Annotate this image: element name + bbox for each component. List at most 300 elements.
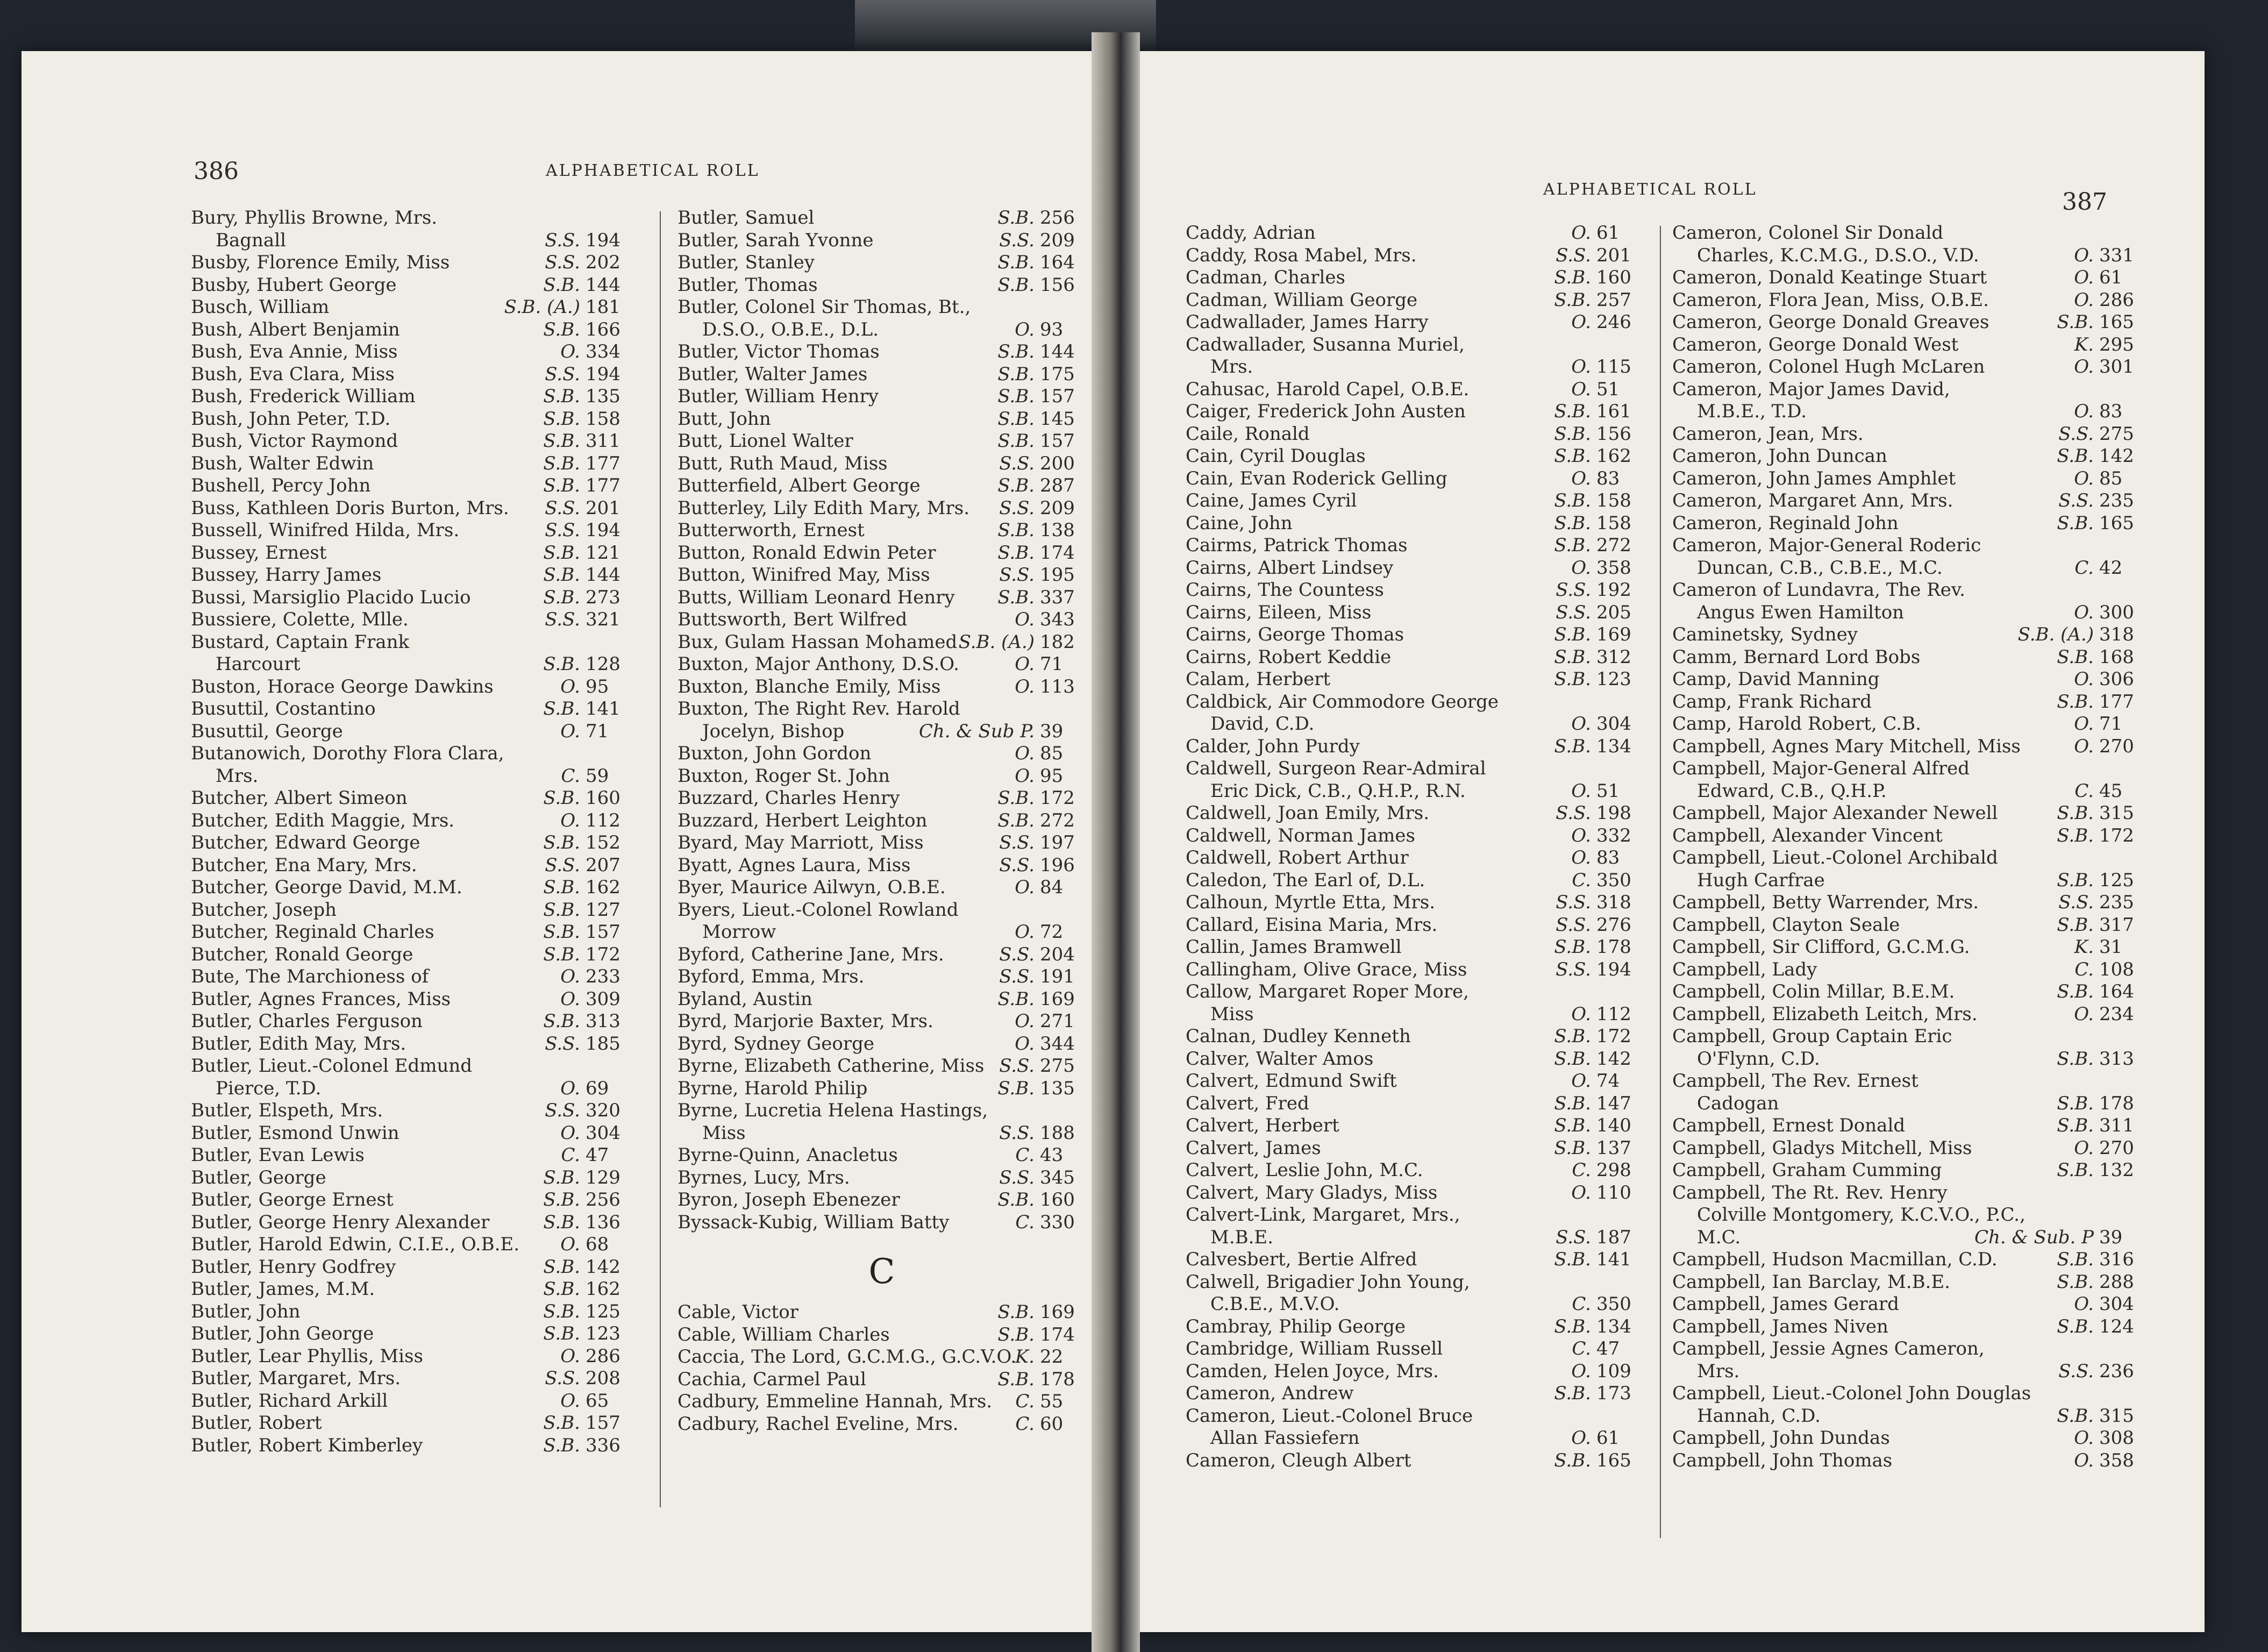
entry-code: S.S. bbox=[545, 1100, 580, 1121]
roll-entry bbox=[677, 341, 1086, 364]
entry-name: Caldwell, Surgeon Rear-Admiral bbox=[1186, 758, 1486, 779]
entry-page: 71 bbox=[586, 720, 609, 742]
entry-name: Calvert, James bbox=[1186, 1137, 1321, 1159]
entry-page: 350 bbox=[1596, 1293, 1631, 1315]
entry-name: Bute, The Marchioness of bbox=[191, 966, 429, 987]
entry-page: 110 bbox=[1596, 1181, 1631, 1204]
entry-page: 83 bbox=[1596, 847, 1620, 868]
entry-name: Bury, Phyllis Browne, Mrs. bbox=[191, 207, 438, 229]
roll-entry bbox=[1186, 579, 1643, 602]
entry-page: 22 bbox=[1040, 1346, 1064, 1368]
entry-code: S.B. bbox=[1554, 289, 1591, 311]
entry-continuation: Jocelyn, Bishop bbox=[702, 720, 845, 742]
roll-entry bbox=[1186, 736, 1643, 758]
roll-entry bbox=[677, 542, 1086, 565]
entry-code: S.B. bbox=[543, 586, 580, 608]
entry-name: Campbell, Lady bbox=[1672, 958, 1817, 980]
entry-continuation: Bagnall bbox=[216, 229, 286, 251]
entry-page: 83 bbox=[2099, 401, 2123, 422]
left-page bbox=[22, 51, 1113, 1632]
entry-page: 204 bbox=[1040, 943, 1075, 965]
entry-page: 311 bbox=[2099, 1115, 2134, 1136]
roll-entry bbox=[1672, 1137, 2145, 1160]
entry-name: Cairns, Albert Lindsey bbox=[1186, 557, 1394, 579]
entry-page: 142 bbox=[586, 1256, 621, 1278]
entry-continuation: Duncan, C.B., C.B.E., M.C. bbox=[1697, 557, 1943, 579]
entry-page: 83 bbox=[1596, 467, 1620, 489]
roll-entry bbox=[1186, 379, 1643, 401]
entry-page: 65 bbox=[586, 1390, 609, 1412]
roll-entry bbox=[677, 364, 1086, 386]
entry-code: S.B. bbox=[1554, 646, 1591, 668]
entry-name: Butcher, Ronald George bbox=[191, 943, 413, 965]
roll-entry bbox=[1186, 1361, 1643, 1383]
entry-code: S.B. bbox=[543, 921, 580, 943]
roll-entry bbox=[1186, 892, 1643, 914]
entry-name: Butler, Samuel bbox=[677, 207, 815, 229]
roll-entry bbox=[1672, 311, 2145, 334]
entry-page: 169 bbox=[1596, 624, 1631, 645]
roll-entry bbox=[191, 631, 632, 676]
roll-entry bbox=[191, 542, 632, 565]
entry-code: O. bbox=[2074, 713, 2094, 735]
roll-entry bbox=[1672, 624, 2145, 646]
entry-page: 173 bbox=[1596, 1383, 1631, 1404]
entry-name: Butler, Walter James bbox=[677, 363, 868, 385]
roll-entry bbox=[191, 475, 632, 497]
entry-page: 273 bbox=[586, 586, 621, 608]
entry-name: Cameron, John Duncan bbox=[1672, 445, 1887, 467]
roll-entry bbox=[1186, 445, 1643, 468]
entry-code: S.B. bbox=[1554, 267, 1591, 288]
entry-code: S.B. bbox=[1554, 735, 1591, 757]
entry-page: 178 bbox=[1040, 1368, 1075, 1390]
entry-code: S.S. bbox=[545, 229, 580, 251]
entry-code: S.B. bbox=[997, 1323, 1035, 1345]
entry-code: S.S. bbox=[999, 966, 1035, 987]
entry-name: Cadwallader, James Harry bbox=[1186, 311, 1429, 333]
entry-page: 95 bbox=[1040, 765, 1064, 787]
entry-name: Bux, Gulam Hassan Mohamed bbox=[677, 631, 958, 653]
entry-code: C. bbox=[1015, 1211, 1035, 1233]
entry-name: Butanowich, Dorothy Flora Clara, bbox=[191, 743, 504, 764]
entry-continuation: D.S.O., O.B.E., D.L. bbox=[702, 318, 879, 340]
entry-code: S.B. bbox=[543, 1010, 580, 1032]
entry-name: Campbell, Major Alexander Newell bbox=[1672, 802, 1998, 824]
roll-entry bbox=[191, 364, 632, 386]
entry-code: S.B. bbox=[2057, 1048, 2094, 1070]
entry-code: S.B. bbox=[997, 252, 1035, 273]
entry-code: C. bbox=[2074, 557, 2094, 579]
entry-page: 331 bbox=[2099, 244, 2134, 266]
entry-continuation: Miss bbox=[702, 1122, 746, 1144]
entry-name: Caminetsky, Sydney bbox=[1672, 624, 1858, 645]
entry-page: 165 bbox=[1596, 1449, 1631, 1471]
entry-page: 71 bbox=[1040, 653, 1064, 675]
entry-code: S.B. bbox=[543, 452, 580, 474]
entry-page: 313 bbox=[586, 1010, 621, 1032]
entry-page: 205 bbox=[1596, 601, 1631, 623]
entry-page: 172 bbox=[586, 943, 621, 965]
entry-name: Butler, John George bbox=[191, 1323, 374, 1344]
entry-name: Buttsworth, Bert Wilfred bbox=[677, 609, 908, 630]
entry-name: Bush, Eva Annie, Miss bbox=[191, 341, 398, 362]
entry-code: O. bbox=[560, 1077, 580, 1099]
entry-page: 233 bbox=[586, 966, 621, 987]
roll-entry bbox=[1186, 1048, 1643, 1071]
entry-name: Bushell, Percy John bbox=[191, 475, 371, 496]
entry-name: Byer, Maurice Ailwyn, O.B.E. bbox=[677, 877, 946, 898]
entry-name: Butler, John bbox=[191, 1300, 301, 1322]
entry-page: 123 bbox=[586, 1323, 621, 1344]
entry-page: 201 bbox=[586, 497, 621, 519]
entry-continuation: Eric Dick, C.B., Q.H.P., R.N. bbox=[1210, 780, 1466, 802]
entry-name: Cahusac, Harold Capel, O.B.E. bbox=[1186, 378, 1470, 400]
entry-page: 198 bbox=[1596, 802, 1631, 824]
roll-entry bbox=[1672, 1003, 2145, 1026]
entry-page: 121 bbox=[586, 542, 621, 564]
entry-name: Butler, Victor Thomas bbox=[677, 341, 880, 362]
roll-entry bbox=[191, 1256, 632, 1279]
roll-entry bbox=[677, 587, 1086, 609]
entry-code: S.S. bbox=[999, 943, 1035, 965]
entry-name: Campbell, John Dundas bbox=[1672, 1427, 1890, 1449]
entry-continuation: Cadogan bbox=[1697, 1092, 1779, 1114]
entry-page: 142 bbox=[1596, 1048, 1631, 1070]
entry-name: Camp, Harold Robert, C.B. bbox=[1672, 713, 1921, 735]
roll-entry bbox=[1672, 1427, 2145, 1450]
entry-name: Button, Ronald Edwin Peter bbox=[677, 542, 936, 564]
entry-name: Butler, Charles Ferguson bbox=[191, 1010, 423, 1032]
entry-code: C. bbox=[1015, 1413, 1035, 1435]
entry-page: 320 bbox=[586, 1100, 621, 1121]
roll-entry bbox=[191, 1345, 632, 1368]
entry-code: O. bbox=[2074, 1293, 2094, 1315]
entry-code: S.S. bbox=[545, 1032, 580, 1055]
roll-entry bbox=[191, 1189, 632, 1212]
entry-page: 157 bbox=[1040, 430, 1075, 452]
entry-name: Butler, Thomas bbox=[677, 274, 818, 296]
entry-code: S.B. bbox=[543, 698, 580, 720]
roll-entry bbox=[1186, 222, 1643, 245]
entry-code: O. bbox=[1015, 921, 1035, 943]
roll-entry bbox=[1672, 1070, 2145, 1115]
entry-name: Byrne, Lucretia Helena Hastings, bbox=[677, 1100, 988, 1121]
roll-entry bbox=[677, 653, 1086, 676]
entry-page: 156 bbox=[1040, 274, 1075, 296]
roll-entry bbox=[191, 988, 632, 1011]
entry-continuation: O'Flynn, C.D. bbox=[1697, 1048, 1820, 1070]
roll-entry bbox=[1672, 981, 2145, 1003]
entry-page: 135 bbox=[586, 386, 621, 407]
entry-page: 137 bbox=[1596, 1137, 1631, 1159]
entry-page: 135 bbox=[1040, 1077, 1075, 1099]
entry-code: S.B. bbox=[543, 653, 580, 675]
roll-entry bbox=[1186, 512, 1643, 535]
entry-code: C. bbox=[1015, 1144, 1035, 1166]
entry-page: 191 bbox=[1040, 966, 1075, 987]
entry-page: 304 bbox=[586, 1122, 621, 1144]
roll-entry bbox=[677, 1033, 1086, 1056]
entry-page: 309 bbox=[586, 988, 621, 1010]
entry-page: 144 bbox=[586, 564, 621, 586]
roll-entry bbox=[1186, 802, 1643, 825]
entry-page: 51 bbox=[1596, 378, 1620, 400]
entry-code: S.B. bbox=[543, 1166, 580, 1188]
entry-page: 272 bbox=[1040, 809, 1075, 831]
entry-code: S.B. bbox=[2057, 1315, 2094, 1337]
entry-code: S.S. bbox=[545, 609, 580, 630]
entry-name: Caledon, The Earl of, D.L. bbox=[1186, 869, 1425, 891]
entry-name: Caldwell, Robert Arthur bbox=[1186, 847, 1409, 868]
entry-page: 132 bbox=[2099, 1159, 2134, 1181]
entry-code: O. bbox=[560, 809, 580, 831]
column-rule bbox=[1660, 226, 1661, 1538]
entry-page: 201 bbox=[1596, 244, 1631, 266]
roll-entry bbox=[1672, 423, 2145, 446]
entry-continuation: Allan Fassiefern bbox=[1210, 1427, 1360, 1449]
entry-code: S.B. bbox=[1554, 1315, 1591, 1337]
entry-page: 165 bbox=[2099, 512, 2134, 534]
entry-code: C. bbox=[1572, 869, 1591, 891]
entry-page: 177 bbox=[2099, 690, 2134, 713]
entry-name: Cameron, Cleugh Albert bbox=[1186, 1449, 1411, 1471]
entry-code: O. bbox=[1571, 467, 1591, 489]
roll-entry bbox=[191, 1212, 632, 1234]
entry-name: Butler, George bbox=[191, 1166, 326, 1188]
entry-name: Butcher, Edith Maggie, Mrs. bbox=[191, 809, 455, 831]
entry-name: Camm, Bernard Lord Bobs bbox=[1672, 646, 1921, 668]
entry-page: 270 bbox=[2099, 1137, 2134, 1159]
entry-name: Bush, Frederick William bbox=[191, 386, 416, 407]
roll-entry bbox=[677, 1167, 1086, 1190]
entry-page: 234 bbox=[2099, 1003, 2134, 1025]
entry-name: Campbell, Graham Cumming bbox=[1672, 1159, 1942, 1181]
roll-entry bbox=[1672, 936, 2145, 959]
entry-code: S.B. bbox=[997, 519, 1035, 541]
entry-code: S.S. bbox=[1556, 914, 1591, 936]
entry-page: 69 bbox=[586, 1077, 609, 1099]
entry-code: S.B. bbox=[997, 363, 1035, 385]
entry-page: 152 bbox=[586, 832, 621, 853]
entry-name: Butcher, Edward George bbox=[191, 832, 420, 853]
entry-page: 172 bbox=[2099, 824, 2134, 846]
entry-code: S.B. bbox=[2057, 1092, 2094, 1114]
entry-name: Bush, Walter Edwin bbox=[191, 452, 374, 474]
entry-page: 272 bbox=[1596, 535, 1631, 556]
entry-code: S.B. bbox=[2057, 646, 2094, 668]
entry-code: Ch. & Sub. P bbox=[1974, 1226, 2094, 1248]
entry-name: Byssack-Kubig, William Batty bbox=[677, 1211, 950, 1233]
entry-continuation: Hugh Carfrae bbox=[1697, 869, 1825, 891]
entry-page: 160 bbox=[586, 787, 621, 809]
entry-code: S.B. bbox=[1554, 1249, 1591, 1270]
entry-code: S.B. bbox=[1554, 668, 1591, 690]
entry-name: Butcher, Reginald Charles bbox=[191, 921, 434, 943]
roll-entry bbox=[1672, 802, 2145, 825]
entry-code: S.B. bbox=[2057, 1159, 2094, 1181]
entry-code: O. bbox=[2074, 244, 2094, 266]
roll-entry bbox=[677, 810, 1086, 832]
entry-page: 164 bbox=[2099, 981, 2134, 1002]
entry-code: S.B. bbox=[543, 386, 580, 407]
entry-code: S.B. bbox=[1554, 936, 1591, 958]
roll-entry bbox=[1186, 401, 1643, 423]
entry-code: O. bbox=[560, 1345, 580, 1367]
roll-entry bbox=[191, 810, 632, 832]
entry-continuation: Mrs. bbox=[1697, 1360, 1740, 1382]
entry-name: Campbell, Hudson Macmillan, C.D. bbox=[1672, 1249, 1998, 1270]
entry-page: 95 bbox=[586, 675, 609, 697]
entry-name: Campbell, James Niven bbox=[1672, 1315, 1888, 1337]
entry-continuation: C.B.E., M.V.O. bbox=[1210, 1293, 1340, 1315]
roll-entry bbox=[1186, 490, 1643, 512]
entry-code: S.B. bbox=[2057, 311, 2094, 333]
entry-code: S.B. bbox=[997, 430, 1035, 452]
entry-name: Calvert, Mary Gladys, Miss bbox=[1186, 1181, 1438, 1204]
entry-name: Camp, Frank Richard bbox=[1672, 690, 1872, 713]
book-gutter bbox=[1092, 32, 1140, 1652]
entry-name: Campbell, Major-General Alfred bbox=[1672, 758, 1970, 779]
entry-name: Butterfield, Albert George bbox=[677, 475, 921, 496]
entry-continuation: Miss bbox=[1210, 1003, 1254, 1025]
entry-name: Butcher, George David, M.M. bbox=[191, 877, 462, 898]
entry-name: Byrne, Harold Philip bbox=[677, 1077, 868, 1099]
roll-entry bbox=[1672, 914, 2145, 937]
roll-entry bbox=[191, 296, 632, 319]
entry-name: Byrd, Sydney George bbox=[677, 1032, 875, 1055]
entry-name: Byers, Lieut.-Colonel Rowland bbox=[677, 899, 959, 921]
roll-entry bbox=[191, 252, 632, 274]
entry-code: S.B. bbox=[543, 274, 580, 296]
roll-entry bbox=[1672, 579, 2145, 624]
entry-name: Butler, Lieut.-Colonel Edmund bbox=[191, 1055, 473, 1077]
entry-page: 194 bbox=[586, 519, 621, 541]
entry-page: 246 bbox=[1596, 311, 1631, 333]
page-number: 386 bbox=[194, 158, 239, 185]
entry-code: S.B. bbox=[997, 475, 1035, 496]
entry-name: Butler, Harold Edwin, C.I.E., O.B.E. bbox=[191, 1234, 520, 1255]
entry-name: Cameron, Margaret Ann, Mrs. bbox=[1672, 490, 1953, 511]
roll-entry bbox=[1186, 557, 1643, 580]
roll-entry bbox=[1672, 1383, 2145, 1427]
entry-page: 196 bbox=[1040, 854, 1075, 876]
entry-code: S.S. bbox=[2058, 1360, 2094, 1382]
entry-code: O. bbox=[1571, 311, 1591, 333]
roll-entry bbox=[1186, 311, 1643, 334]
entry-page: 172 bbox=[1040, 787, 1075, 809]
entry-page: 157 bbox=[1040, 386, 1075, 407]
entry-page: 194 bbox=[1596, 958, 1631, 980]
roll-entry bbox=[1672, 847, 2145, 892]
roll-entry bbox=[677, 1391, 1086, 1413]
entry-code: O. bbox=[560, 1234, 580, 1255]
entry-code: S.B. bbox=[543, 318, 580, 340]
entry-page: 140 bbox=[1596, 1115, 1631, 1136]
entry-name: Butts, William Leonard Henry bbox=[677, 586, 955, 608]
entry-code: S.S. bbox=[1556, 958, 1591, 980]
entry-page: 321 bbox=[586, 609, 621, 630]
roll-entry bbox=[1186, 847, 1643, 870]
entry-name: Byron, Joseph Ebenezer bbox=[677, 1189, 900, 1210]
entry-page: 145 bbox=[1040, 408, 1075, 430]
entry-code: S.B. bbox=[2057, 1271, 2094, 1293]
entry-code: O. bbox=[1571, 847, 1591, 868]
roll-entry bbox=[677, 855, 1086, 877]
entry-page: 168 bbox=[2099, 646, 2134, 668]
entry-page: 300 bbox=[2099, 601, 2134, 623]
entry-code: O. bbox=[1015, 1010, 1035, 1032]
entry-code: S.S. bbox=[999, 452, 1035, 474]
entry-name: Busuttil, Costantino bbox=[191, 698, 376, 720]
entry-page: 315 bbox=[2099, 1405, 2134, 1427]
entry-page: 109 bbox=[1596, 1360, 1631, 1382]
entry-name: Butler, Evan Lewis bbox=[191, 1144, 365, 1166]
entry-code: S.B. bbox=[543, 1412, 580, 1434]
roll-column-2 bbox=[1672, 222, 2145, 1472]
entry-name: Caccia, The Lord, G.C.M.G., G.C.V.O. bbox=[677, 1346, 1017, 1368]
entry-page: 156 bbox=[1596, 423, 1631, 445]
right-page bbox=[1116, 51, 2205, 1632]
entry-continuation: M.C. bbox=[1697, 1226, 1741, 1248]
entry-code: C. bbox=[561, 765, 580, 787]
entry-name: Buzzard, Herbert Leighton bbox=[677, 809, 928, 831]
roll-entry bbox=[677, 1301, 1086, 1324]
entry-name: Butterley, Lily Edith Mary, Mrs. bbox=[677, 497, 970, 519]
entry-code: O. bbox=[1571, 1360, 1591, 1382]
entry-page: 313 bbox=[2099, 1048, 2134, 1070]
entry-code: O. bbox=[2074, 267, 2094, 288]
entry-name: Butler, Henry Godfrey bbox=[191, 1256, 396, 1278]
entry-code: O. bbox=[2074, 401, 2094, 422]
column-rule bbox=[660, 211, 661, 1507]
entry-name: Butt, John bbox=[677, 408, 771, 430]
roll-entry bbox=[677, 1369, 1086, 1391]
entry-code: S.B. bbox=[997, 274, 1035, 296]
entry-name: Butler, Colonel Sir Thomas, Bt., bbox=[677, 296, 971, 318]
entry-name: Cairns, George Thomas bbox=[1186, 624, 1404, 645]
entry-page: 295 bbox=[2099, 333, 2134, 355]
roll-entry bbox=[1672, 468, 2145, 490]
entry-page: 182 bbox=[1040, 631, 1075, 653]
entry-name: Buston, Horace George Dawkins bbox=[191, 675, 494, 697]
entry-page: 113 bbox=[1040, 675, 1075, 697]
entry-page: 197 bbox=[1040, 832, 1075, 853]
entry-code: S.B. bbox=[543, 1323, 580, 1344]
entry-code: S.B. bbox=[997, 1368, 1035, 1390]
entry-code: S.B. bbox=[1554, 1383, 1591, 1404]
entry-page: 93 bbox=[1040, 318, 1064, 340]
roll-entry bbox=[677, 743, 1086, 765]
entry-continuation: Edward, C.B., Q.H.P. bbox=[1697, 780, 1887, 802]
entry-name: Button, Winifred May, Miss bbox=[677, 564, 930, 586]
roll-entry bbox=[677, 1100, 1086, 1144]
entry-code: S.B. bbox=[543, 430, 580, 452]
entry-name: Bussey, Harry James bbox=[191, 564, 382, 586]
roll-entry bbox=[677, 698, 1086, 743]
entry-page: 160 bbox=[1040, 1189, 1075, 1210]
entry-name: Calwell, Brigadier John Young, bbox=[1186, 1271, 1470, 1293]
entry-code: C. bbox=[1572, 1293, 1591, 1315]
roll-entry bbox=[191, 787, 632, 810]
entry-continuation: Harcourt bbox=[216, 653, 301, 675]
roll-entry bbox=[191, 1301, 632, 1323]
roll-entry bbox=[191, 698, 632, 721]
entry-code: S.S. bbox=[545, 363, 580, 385]
entry-code: S.S. bbox=[999, 229, 1035, 251]
roll-entry bbox=[191, 1435, 632, 1457]
entry-name: Cameron of Lundavra, The Rev. bbox=[1672, 579, 1965, 601]
